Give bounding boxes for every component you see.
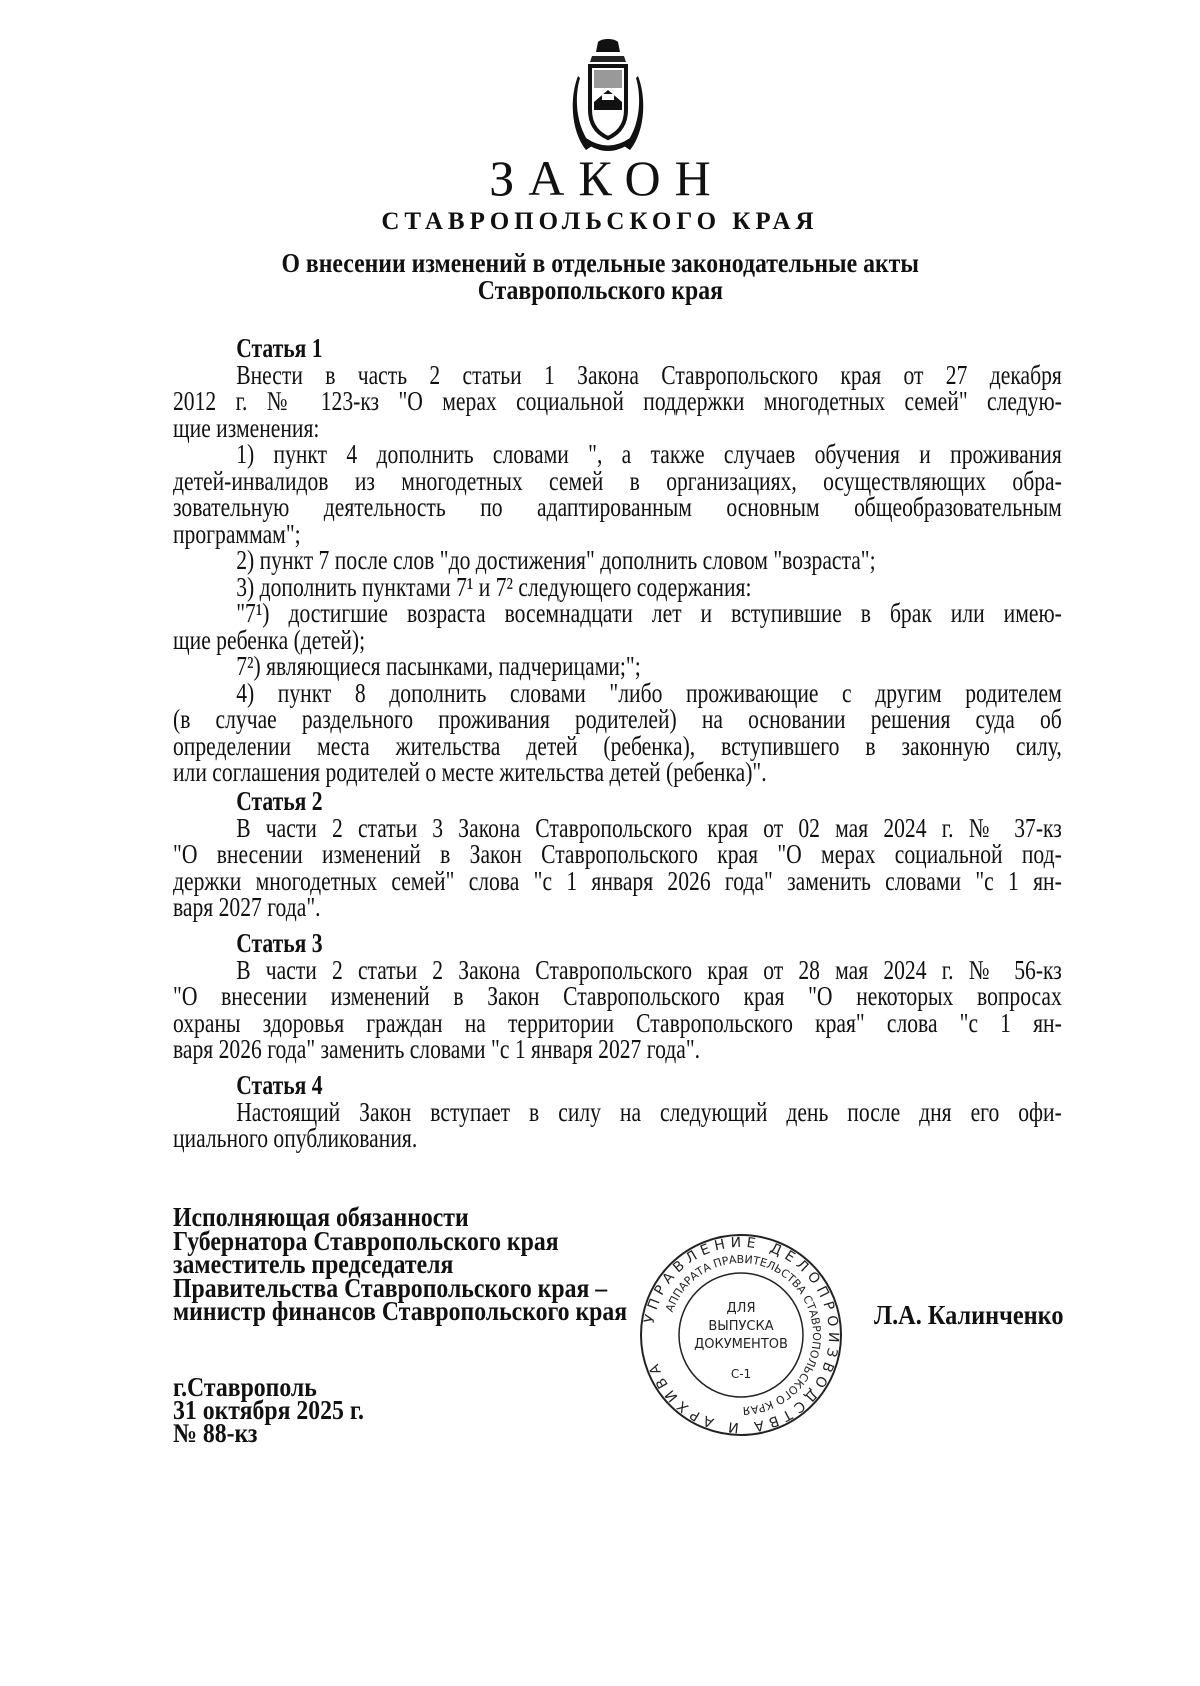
text-line: циального опубликования. bbox=[173, 1123, 418, 1153]
position-line: министр финансов Ставропольского края bbox=[173, 1296, 628, 1326]
article-3 bbox=[173, 930, 1062, 1063]
article-heading: Статья 3 bbox=[236, 928, 323, 958]
text-line: 4) пункт 8 дополнить словами "либо проживающие с другим родителем bbox=[236, 677, 1062, 708]
text-line: или соглашения родителей о месте жительства детей (ребенка)". bbox=[173, 757, 767, 787]
text-line: Внести в часть 2 статьи 1 Закона Ставропольского края от 27 декабря bbox=[236, 359, 1062, 390]
text-line: 1) пункт 4 дополнить словами ", а также случаев обучения и проживания bbox=[236, 439, 1062, 469]
stamp-outer-text: УПРАВЛЕНИЕ ДЕЛОПРОИЗВОДСТВА И АРХИВА bbox=[641, 1234, 842, 1436]
text-line: щие изменения: bbox=[173, 412, 320, 443]
law-subtitle-line-1: О внесении изменений в отдельные законодательные акты bbox=[281, 248, 919, 278]
official-stamp bbox=[636, 1234, 851, 1436]
position-line: заместитель председателя bbox=[173, 1249, 454, 1279]
article-heading: Статья 2 bbox=[236, 786, 323, 816]
stamp-center-line: ВЫПУСКА bbox=[708, 1319, 774, 1334]
region-title: СТАВРОПОЛЬСКОГО КРАЯ bbox=[381, 208, 819, 235]
text-line: зовательную деятельность по адаптированным основным общеобразовательным bbox=[173, 492, 1062, 522]
position-line: Правительства Ставропольского края – bbox=[173, 1272, 608, 1303]
article-4 bbox=[173, 1072, 1062, 1152]
stamp-code: С-1 bbox=[730, 1367, 752, 1381]
text-line: В части 2 статьи 3 Закона Ставропольского края от 02 мая 2024 г. № 37-кз bbox=[236, 812, 1062, 843]
text-line: "О внесении изменений в Закон Ставропольского края "О мерах социальной под- bbox=[173, 839, 1062, 869]
text-line: "О внесении изменений в Закон Ставропольского края "О некоторых вопросах bbox=[173, 981, 1062, 1011]
law-date: 31 октября 2025 г. bbox=[173, 1395, 364, 1425]
law-title: ЗАКОН bbox=[489, 150, 725, 206]
text-line: В части 2 статьи 2 Закона Ставропольского края от 28 мая 2024 г. № 56-кз bbox=[236, 954, 1062, 985]
text-line: варя 2027 года". bbox=[173, 892, 321, 922]
text-line: 2) пункт 7 после слов "до достижения" дополнить словом "возраста"; bbox=[236, 545, 876, 575]
svg-text:АППАРАТА ПРАВИТЕЛЬСТВА СТАВРОП bbox=[663, 1253, 823, 1417]
position-line: Исполняющая обязанности bbox=[173, 1202, 469, 1232]
text-line: Настоящий Закон вступает в силу на следующий день после дня его офи- bbox=[236, 1096, 1062, 1127]
text-line: щие ребенка (детей); bbox=[173, 624, 366, 655]
article-heading: Статья 4 bbox=[236, 1070, 323, 1100]
text-line: 7²) являющиеся пасынками, падчерицами;"; bbox=[236, 651, 641, 681]
text-line: охраны здоровья граждан на территории Ставропольского края" слова "с 1 ян- bbox=[173, 1007, 1062, 1038]
coat-of-arms-emblem bbox=[572, 38, 644, 153]
stamp-inner-text: АППАРАТА ПРАВИТЕЛЬСТВА СТАВРОПОЛЬСКОГО КРАЯ bbox=[663, 1252, 824, 1418]
text-line: варя 2026 года" заменить словами "с 1 января 2027 года". bbox=[173, 1034, 701, 1064]
text-line: (в случае раздельного проживания родителей) на основании решения суда об bbox=[173, 704, 1062, 734]
text-line: детей-инвалидов из многодетных семей в организациях, осуществляющих обра- bbox=[173, 465, 1062, 496]
stamp-center-line: ДОКУМЕНТОВ bbox=[694, 1337, 788, 1352]
article-2 bbox=[173, 788, 1062, 921]
stamp-center-line: ДЛЯ bbox=[726, 1301, 756, 1316]
law-subtitle-line-2: Ставропольского края bbox=[477, 275, 723, 305]
signatory-name: Л.А. Калинченко bbox=[874, 1300, 1064, 1330]
position-line: Губернатора Ставропольского края bbox=[173, 1225, 559, 1256]
text-line: определении места жительства детей (ребенка), вступившего в законную силу, bbox=[173, 730, 1062, 761]
city: г.Ставрополь bbox=[173, 1372, 317, 1402]
article-1 bbox=[173, 335, 1062, 786]
text-line: 3) дополнить пунктами 7¹ и 7² следующего содержания: bbox=[236, 571, 752, 602]
signatory-position bbox=[173, 1202, 628, 1326]
law-number: № 88-кз bbox=[173, 1418, 258, 1448]
footer bbox=[173, 1372, 364, 1448]
text-line: "7¹) достигшие возраста восемнадцати лет и вступившие в брак или имею- bbox=[236, 598, 1062, 628]
text-line: держки многодетных семей" слова "с 1 января 2026 года" заменить словами "с 1 ян- bbox=[173, 865, 1062, 896]
text-line: программам"; bbox=[173, 518, 301, 549]
text-line: 2012 г. № 123-кз "О мерах социальной поддержки многодетных семей" следую- bbox=[173, 386, 1062, 416]
article-heading: Статья 1 bbox=[236, 333, 323, 363]
